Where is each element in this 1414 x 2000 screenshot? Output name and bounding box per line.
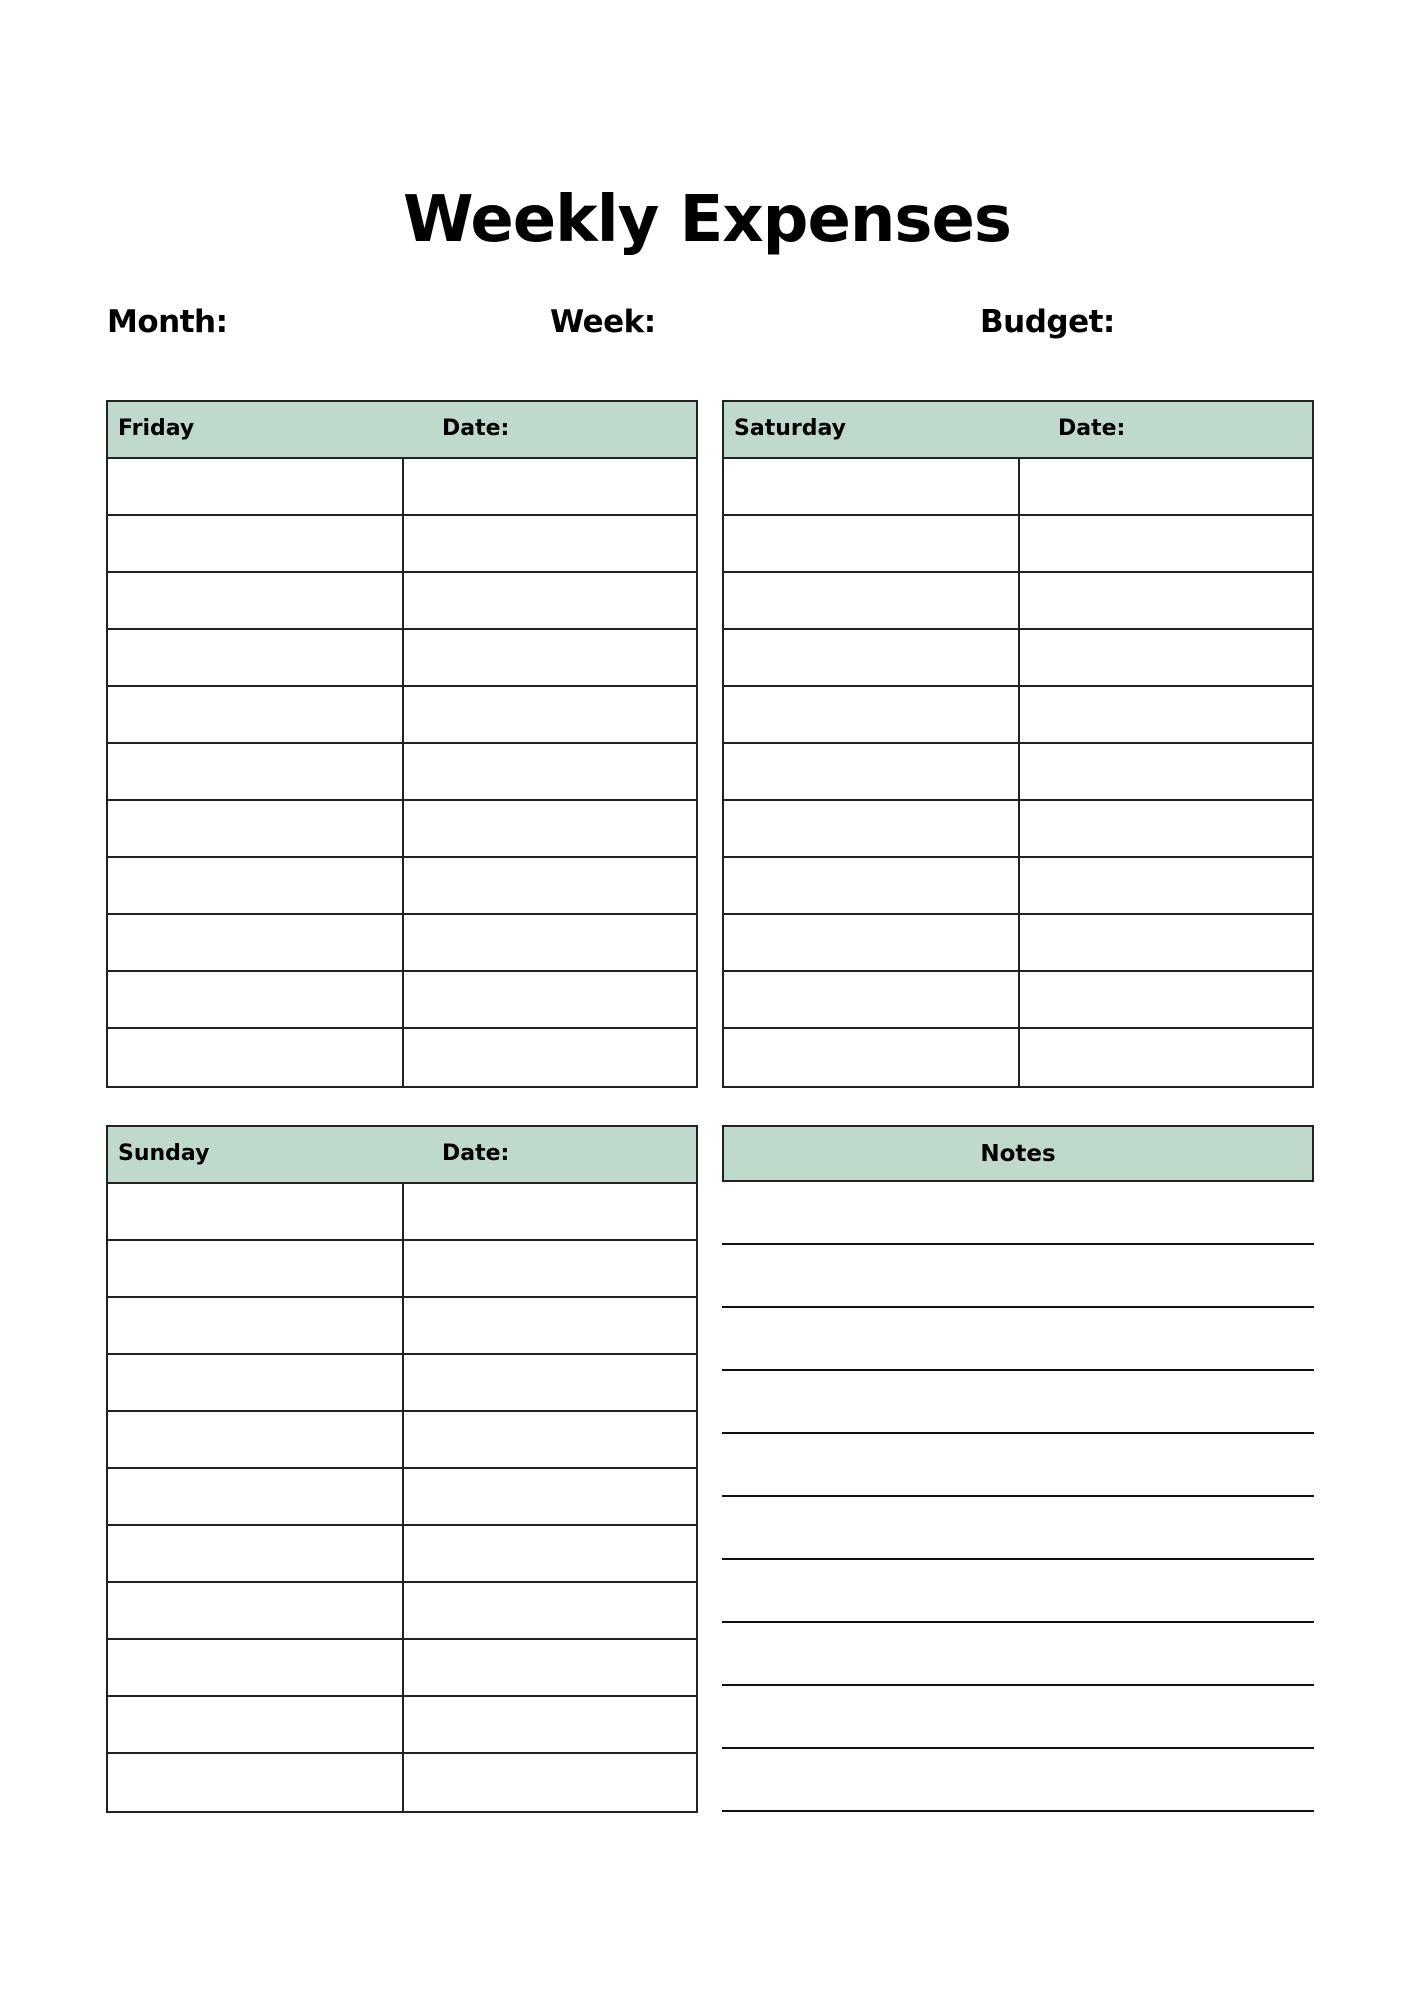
table-row <box>108 1640 696 1697</box>
expense-amount-cell[interactable] <box>404 1355 696 1410</box>
expense-amount-cell[interactable] <box>1020 801 1312 856</box>
table-row <box>108 573 696 630</box>
expense-amount-cell[interactable] <box>404 915 696 970</box>
table-row <box>108 1355 696 1412</box>
notes-line[interactable] <box>722 1749 1314 1812</box>
table-row <box>108 516 696 573</box>
table-row <box>108 687 696 744</box>
friday-table <box>106 400 698 1088</box>
expense-amount-cell[interactable] <box>404 858 696 913</box>
expense-amount-cell[interactable] <box>1020 915 1312 970</box>
expense-amount-cell[interactable] <box>1020 516 1312 571</box>
expense-amount-cell[interactable] <box>404 1583 696 1638</box>
expense-amount-cell[interactable] <box>404 1469 696 1524</box>
table-row <box>108 1241 696 1298</box>
notes-line[interactable] <box>722 1245 1314 1308</box>
table-row <box>724 573 1312 630</box>
expense-amount-cell[interactable] <box>404 516 696 571</box>
expense-item-cell[interactable] <box>108 744 404 799</box>
table-row <box>724 744 1312 801</box>
expense-amount-cell[interactable] <box>404 459 696 514</box>
table-row <box>108 801 696 858</box>
table-row <box>108 1029 696 1086</box>
date-label: Date: <box>442 1141 510 1166</box>
notes-line[interactable] <box>722 1371 1314 1434</box>
expense-item-cell[interactable] <box>108 1241 404 1296</box>
notes-line[interactable] <box>722 1497 1314 1560</box>
notes-line[interactable] <box>722 1434 1314 1497</box>
expense-amount-cell[interactable] <box>404 1754 696 1811</box>
expense-amount-cell[interactable] <box>404 1640 696 1695</box>
day-name: Saturday <box>734 416 846 441</box>
date-label: Date: <box>1058 416 1126 441</box>
expense-amount-cell[interactable] <box>404 630 696 685</box>
expense-amount-cell[interactable] <box>1020 573 1312 628</box>
expense-item-cell[interactable] <box>108 1526 404 1581</box>
expense-item-cell[interactable] <box>108 1469 404 1524</box>
expense-amount-cell[interactable] <box>1020 1029 1312 1086</box>
expense-item-cell[interactable] <box>108 516 404 571</box>
expense-amount-cell[interactable] <box>404 744 696 799</box>
expense-item-cell[interactable] <box>108 1583 404 1638</box>
expense-item-cell[interactable] <box>108 459 404 514</box>
expense-amount-cell[interactable] <box>404 1298 696 1353</box>
expense-item-cell[interactable] <box>108 801 404 856</box>
expense-item-cell[interactable] <box>108 1412 404 1467</box>
table-row <box>108 1697 696 1754</box>
expense-amount-cell[interactable] <box>1020 744 1312 799</box>
table-row <box>108 459 696 516</box>
expense-item-cell[interactable] <box>724 744 1020 799</box>
sunday-header <box>108 1127 696 1184</box>
month-label: Month: <box>107 304 228 340</box>
notes-line[interactable] <box>722 1308 1314 1371</box>
table-row <box>108 1469 696 1526</box>
friday-header <box>108 402 696 459</box>
table-row <box>724 687 1312 744</box>
table-row <box>108 1298 696 1355</box>
expense-item-cell[interactable] <box>108 972 404 1027</box>
expense-item-cell[interactable] <box>108 573 404 628</box>
expense-item-cell[interactable] <box>108 858 404 913</box>
table-row <box>724 1029 1312 1086</box>
table-row <box>108 1583 696 1640</box>
week-label: Week: <box>550 304 656 340</box>
expense-item-cell[interactable] <box>724 915 1020 970</box>
table-row <box>108 1412 696 1469</box>
sunday-table <box>106 1125 698 1813</box>
date-label: Date: <box>442 416 510 441</box>
expense-amount-cell[interactable] <box>1020 687 1312 742</box>
notes-line[interactable] <box>722 1182 1314 1245</box>
expense-item-cell[interactable] <box>108 1184 404 1239</box>
expense-amount-cell[interactable] <box>404 1241 696 1296</box>
expense-item-cell[interactable] <box>108 1298 404 1353</box>
expense-item-cell[interactable] <box>724 687 1020 742</box>
page-title: Weekly Expenses <box>403 183 1011 257</box>
table-row <box>724 459 1312 516</box>
expense-item-cell[interactable] <box>724 972 1020 1027</box>
expense-amount-cell[interactable] <box>404 1697 696 1752</box>
expense-item-cell[interactable] <box>724 858 1020 913</box>
expense-item-cell[interactable] <box>724 459 1020 514</box>
expense-item-cell[interactable] <box>108 1697 404 1752</box>
expense-amount-cell[interactable] <box>404 1029 696 1086</box>
expense-amount-cell[interactable] <box>404 801 696 856</box>
table-row <box>724 801 1312 858</box>
notes-header: Notes <box>722 1125 1314 1182</box>
expense-item-cell[interactable] <box>108 1754 404 1811</box>
expense-amount-cell[interactable] <box>1020 630 1312 685</box>
notes-line[interactable] <box>722 1623 1314 1686</box>
expense-item-cell[interactable] <box>724 516 1020 571</box>
table-row <box>724 630 1312 687</box>
expense-amount-cell[interactable] <box>404 1184 696 1239</box>
expense-item-cell[interactable] <box>724 1029 1020 1086</box>
saturday-table <box>722 400 1314 1088</box>
expense-amount-cell[interactable] <box>1020 858 1312 913</box>
notes-line[interactable] <box>722 1560 1314 1623</box>
table-row <box>724 858 1312 915</box>
expense-amount-cell[interactable] <box>1020 459 1312 514</box>
day-name: Sunday <box>118 1141 210 1166</box>
expense-item-cell[interactable] <box>108 687 404 742</box>
day-name: Friday <box>118 416 195 441</box>
table-row <box>108 915 696 972</box>
expense-item-cell[interactable] <box>108 1355 404 1410</box>
expense-item-cell[interactable] <box>108 630 404 685</box>
expense-item-cell[interactable] <box>724 573 1020 628</box>
expense-amount-cell[interactable] <box>404 1526 696 1581</box>
table-row <box>108 744 696 801</box>
expense-amount-cell[interactable] <box>404 1412 696 1467</box>
expense-amount-cell[interactable] <box>404 573 696 628</box>
table-row <box>724 915 1312 972</box>
notes-section <box>722 1125 1314 1812</box>
expense-item-cell[interactable] <box>108 1640 404 1695</box>
table-row <box>108 858 696 915</box>
table-row <box>108 972 696 1029</box>
table-row <box>108 630 696 687</box>
expense-item-cell[interactable] <box>108 1029 404 1086</box>
expense-amount-cell[interactable] <box>1020 972 1312 1027</box>
budget-label: Budget: <box>980 304 1115 340</box>
expense-item-cell[interactable] <box>724 630 1020 685</box>
expense-item-cell[interactable] <box>108 915 404 970</box>
table-row <box>724 972 1312 1029</box>
expense-item-cell[interactable] <box>724 801 1020 856</box>
table-row <box>108 1526 696 1583</box>
table-row <box>108 1184 696 1241</box>
table-row <box>108 1754 696 1811</box>
expense-amount-cell[interactable] <box>404 687 696 742</box>
notes-line[interactable] <box>722 1686 1314 1749</box>
table-row <box>724 516 1312 573</box>
saturday-header <box>724 402 1312 459</box>
expense-amount-cell[interactable] <box>404 972 696 1027</box>
